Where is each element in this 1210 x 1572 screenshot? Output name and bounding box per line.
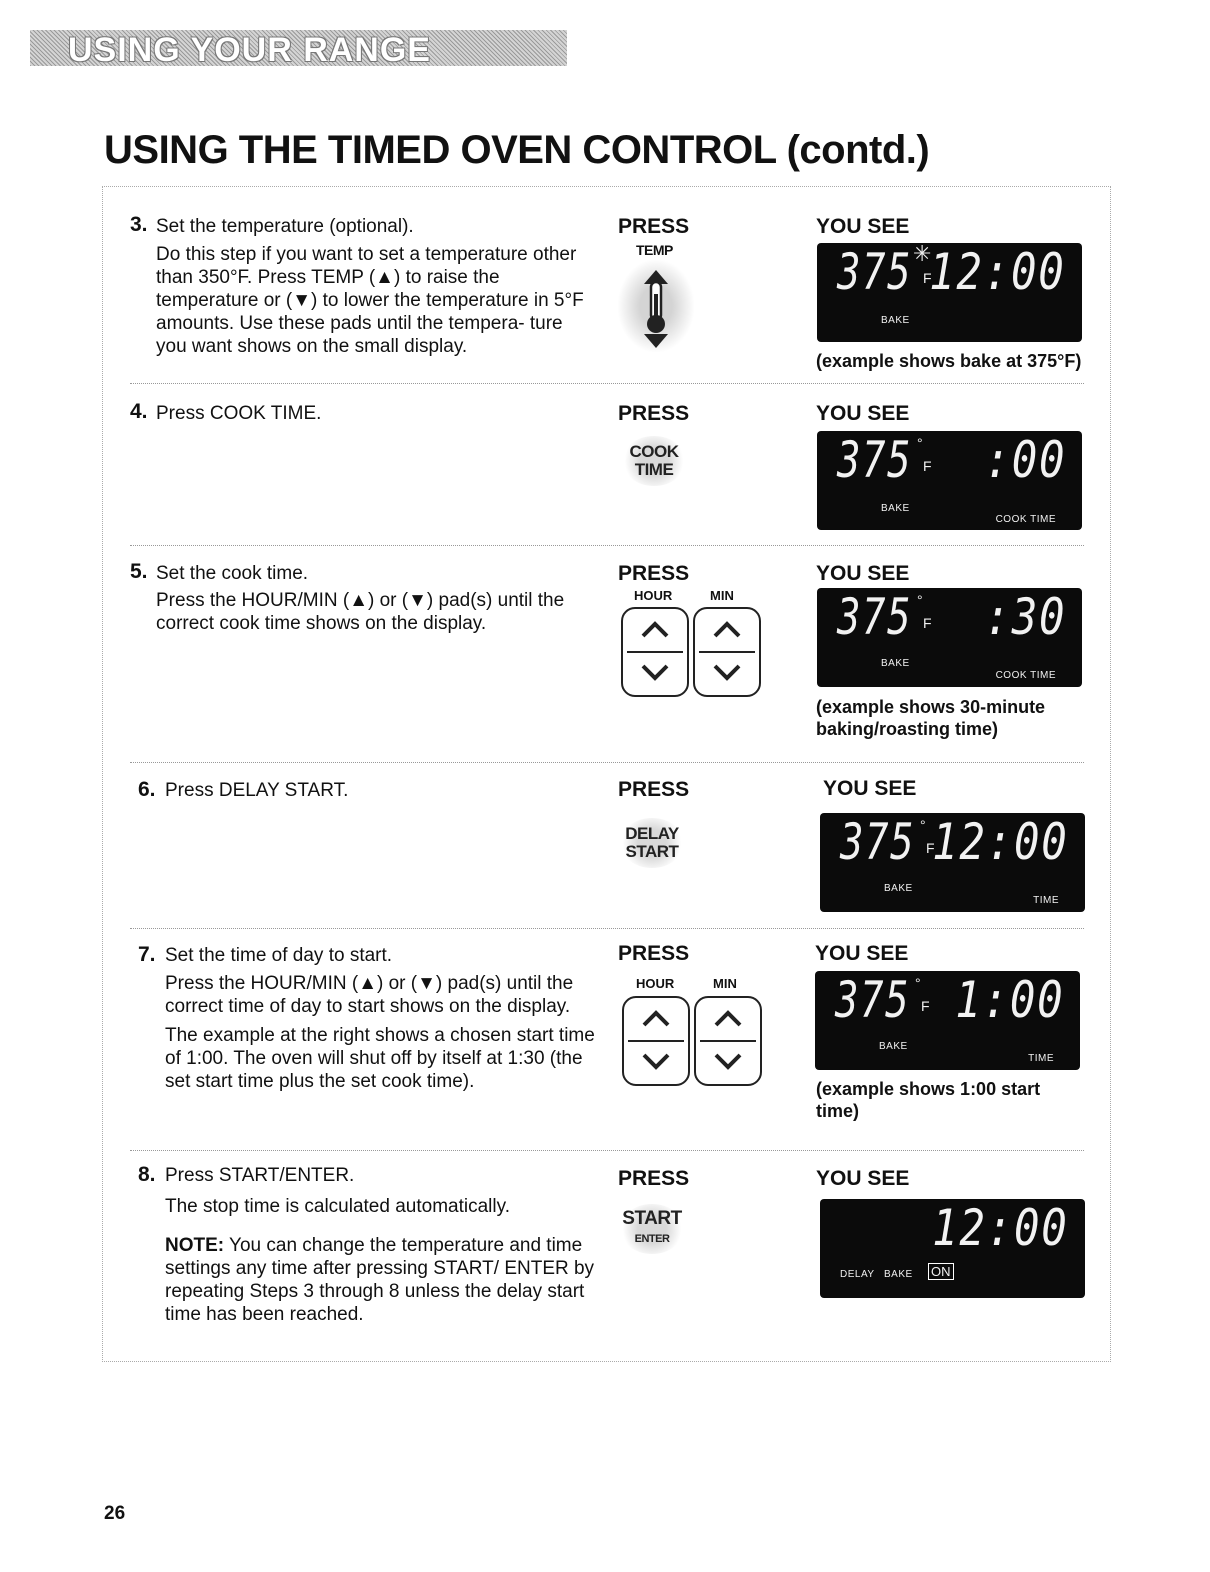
display-unit: F: [926, 840, 935, 856]
example-caption: (example shows 30-minute baking/roasting time): [816, 697, 1046, 739]
press-heading: PRESS: [618, 402, 690, 425]
note-label: NOTE:: [165, 1235, 225, 1256]
step-body: [156, 243, 596, 358]
display-temperature: 375: [837, 431, 913, 489]
display-bake-label: BAKE: [879, 1041, 908, 1052]
display-time: 1:00: [954, 971, 1064, 1029]
display-temperature: 375: [837, 243, 913, 301]
press-heading: PRESS: [618, 942, 690, 965]
hour-label: HOUR: [634, 588, 673, 603]
pad-label-line-2: TIME: [634, 460, 674, 479]
display-cook-time-label: COOK TIME: [995, 514, 1056, 525]
pad-label-line-1: COOK: [629, 442, 679, 461]
oven-display: [815, 971, 1080, 1070]
you-see-heading: YOU SEE: [816, 562, 910, 585]
chevron-up-icon: [712, 617, 742, 641]
oven-display: [817, 243, 1082, 342]
chevron-up-icon: [640, 617, 670, 641]
min-label: MIN: [710, 588, 734, 603]
chevron-down-icon: [641, 1048, 671, 1072]
display-time: 12:00: [932, 1199, 1069, 1257]
display-unit: F: [923, 615, 932, 631]
display-time: :00: [984, 431, 1066, 489]
flashing-indicator-icon: ✳: [913, 243, 932, 266]
display-temperature: 375: [840, 813, 916, 871]
oven-display: [817, 431, 1082, 530]
page-title: USING THE TIMED OVEN CONTROL (contd.): [104, 128, 930, 172]
press-heading: PRESS: [618, 778, 690, 801]
oven-display: [817, 588, 1082, 687]
step-title: Set the time of day to start.: [165, 945, 393, 966]
example-caption: (example shows 1:00 start time): [816, 1079, 1041, 1121]
display-delay-label: DELAY: [840, 1269, 875, 1280]
min-label: MIN: [713, 976, 737, 991]
you-see-heading: YOU SEE: [816, 402, 910, 425]
display-bake-label: BAKE: [884, 883, 913, 894]
press-heading: PRESS: [618, 1167, 690, 1190]
oven-display: [820, 813, 1085, 912]
step-body: [156, 589, 596, 635]
start-enter-pad[interactable]: [620, 1204, 684, 1254]
temp-pad[interactable]: [618, 260, 694, 352]
display-time: :30: [984, 588, 1066, 646]
cook-time-pad[interactable]: [622, 436, 686, 486]
temp-pad-label: TEMP: [636, 242, 673, 258]
step-number: 7.: [138, 943, 156, 966]
step-number: 8.: [138, 1163, 156, 1186]
pad-label-line-2: ENTER: [634, 1233, 670, 1245]
display-degree: °: [917, 592, 923, 608]
page-number: 26: [104, 1503, 126, 1524]
oven-display: [820, 1199, 1085, 1298]
display-degree: °: [915, 975, 921, 991]
step-number: 3.: [130, 213, 148, 236]
display-time: 12:00: [932, 813, 1069, 871]
chevron-up-icon: [713, 1006, 743, 1030]
step-number: 4.: [130, 400, 148, 423]
hour-arrow-keys[interactable]: [622, 996, 690, 1086]
step-title: Press COOK TIME.: [156, 403, 322, 424]
step-title: Set the cook time.: [156, 563, 309, 584]
example-caption: (example shows bake at 375°F): [816, 351, 1082, 371]
chevron-down-icon: [640, 659, 670, 683]
section-banner: [30, 30, 567, 69]
display-degree: °: [917, 435, 923, 451]
display-temperature: 375: [837, 588, 913, 646]
display-time: 12:00: [929, 243, 1066, 301]
chevron-up-icon: [641, 1006, 671, 1030]
display-bake-label: BAKE: [884, 1269, 913, 1280]
display-degree: °: [920, 817, 926, 833]
key-separator: [699, 651, 755, 653]
min-arrow-keys[interactable]: [694, 996, 762, 1086]
note-paragraph: [165, 1234, 595, 1326]
display-bake-label: BAKE: [881, 503, 910, 514]
pad-label-line-1: DELAY: [625, 824, 679, 843]
hour-label: HOUR: [636, 976, 675, 991]
display-unit: F: [923, 458, 932, 474]
step-title: Press DELAY START.: [165, 780, 349, 801]
you-see-heading: YOU SEE: [816, 1167, 910, 1190]
key-separator: [627, 651, 683, 653]
display-temperature: 375: [835, 971, 911, 1029]
divider: [130, 762, 1084, 763]
delay-start-pad[interactable]: [620, 818, 684, 868]
press-heading: PRESS: [618, 215, 690, 238]
thermometer-icon: [618, 260, 694, 352]
step-body-text: Do this step if you want to set a temperature other than 350°F. Press TEMP (▲) to raise the temperature or (▼) to lower the temperature in 5°F amounts. Use these pads until the tempera- ture you want shows on the small display.: [156, 244, 584, 357]
press-heading: PRESS: [618, 562, 690, 585]
key-separator: [628, 1040, 684, 1042]
display-time-label: TIME: [1033, 895, 1059, 906]
display-on-indicator: ON: [928, 1263, 954, 1280]
display-unit: F: [921, 998, 930, 1014]
key-separator: [700, 1040, 756, 1042]
divider: [130, 1150, 1084, 1151]
step-body-text: Press the HOUR/MIN (▲) or (▼) pad(s) until the correct cook time shows on the display.: [156, 590, 565, 634]
chevron-down-icon: [712, 659, 742, 683]
you-see-heading: YOU SEE: [816, 215, 910, 238]
you-see-heading: YOU SEE: [815, 942, 909, 965]
divider: [130, 545, 1084, 546]
display-bake-label: BAKE: [881, 315, 910, 326]
step-body: [165, 1195, 595, 1326]
step-title: Press START/ENTER.: [165, 1165, 355, 1186]
min-arrow-keys[interactable]: [693, 607, 761, 697]
display-cook-time-label: COOK TIME: [995, 670, 1056, 681]
step-number: 6.: [138, 778, 156, 801]
step-body-text: The example at the right shows a chosen start time of 1:00. The oven will shut off by itself at 1:30 (the set start time plus the set cook time).: [165, 1025, 595, 1092]
divider: [130, 928, 1084, 929]
section-banner-text: USING YOUR RANGE: [68, 31, 431, 69]
hour-arrow-keys[interactable]: [621, 607, 689, 697]
step-body-text: The stop time is calculated automatically.: [165, 1196, 510, 1217]
display-unit: F: [923, 270, 932, 286]
divider: [130, 383, 1084, 384]
step-body-text: Press the HOUR/MIN (▲) or (▼) pad(s) until the correct time of day to start shows on the display.: [165, 973, 574, 1017]
chevron-down-icon: [713, 1048, 743, 1072]
pad-label-line-2: START: [625, 842, 679, 861]
step-body: [165, 972, 595, 1093]
step-title: Set the temperature (optional).: [156, 216, 414, 237]
step-number: 5.: [130, 560, 148, 583]
note-text: You can change the temperature and time settings any time after pressing START/ ENTER by repeating Steps 3 through 8 unless the delay start time has been reached.: [165, 1235, 595, 1325]
pad-label-line-1: START: [622, 1208, 682, 1229]
display-time-label: TIME: [1028, 1053, 1054, 1064]
display-bake-label: BAKE: [881, 658, 910, 669]
you-see-heading: YOU SEE: [823, 777, 917, 800]
